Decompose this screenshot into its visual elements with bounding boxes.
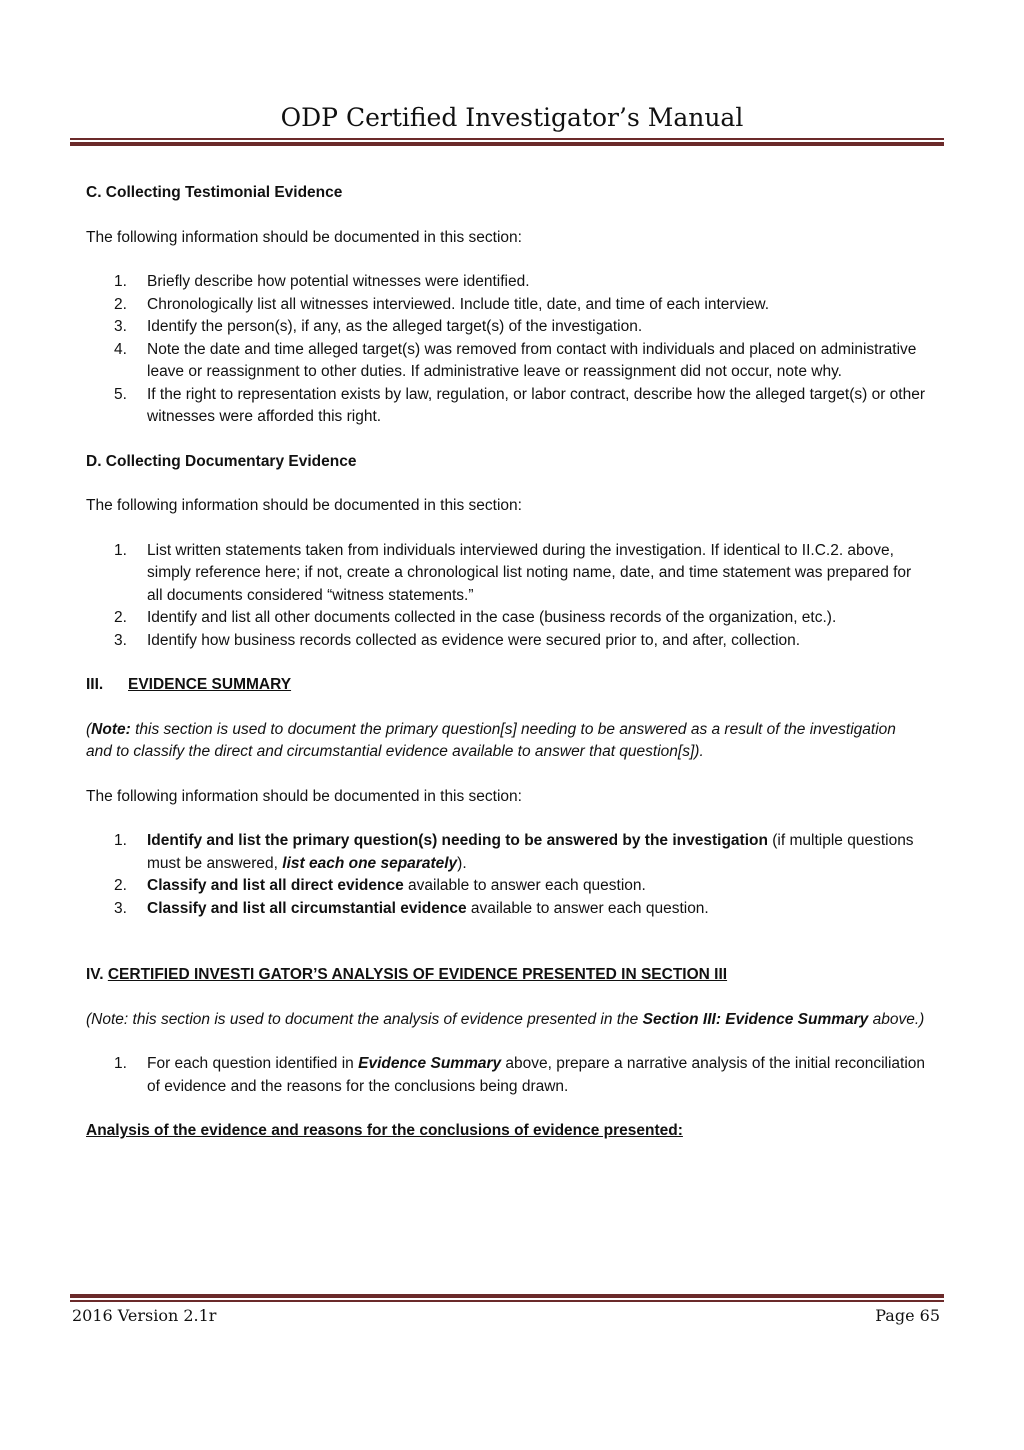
footer-rule <box>70 1294 944 1302</box>
list-item: 3. Identify how business records collected as evidence were secured prior to, and after, collection. <box>114 631 801 649</box>
section-iv-list <box>86 1053 926 1098</box>
section-iii-intro: The following information should be documented in this section: <box>86 787 522 805</box>
list-item: 3. Identify the person(s), if any, as the alleged target(s) of the investigation. <box>114 318 643 335</box>
section-d-list <box>86 540 926 653</box>
section-iv-note: (Note: this section is used to document the analysis of evidence presented in the Section III: Evidence Summary above.) <box>86 1010 925 1028</box>
section-iii-heading: III. EVIDENCE SUMMARY <box>86 676 292 693</box>
list-item: 2. Classify and list all direct evidence available to answer each question. <box>114 877 646 894</box>
section-iii-list <box>86 830 926 920</box>
list-item: 1. For each question identified in Evidence Summary above, prepare a narrative analysis of the initial reconciliation of evidence and the reasons for the conclusions being drawn. <box>114 1055 926 1095</box>
list-item: 4. Note the date and time alleged target(s) was removed from contact with individuals and placed on administrative leave or reassignment to other duties. If administrative leave or reassignment did not occur, note why. <box>114 340 917 380</box>
list-item: 5. If the right to representation exists by law, regulation, or labor contract, describe how the alleged target(s) or other witnesses were afforded this right. <box>114 385 925 425</box>
section-d-heading: D. Collecting Documentary Evidence <box>86 452 357 470</box>
section-c-list <box>86 271 926 429</box>
list-item: 1. Identify and list the primary question(s) needing to be answered by the investigation (if multiple questions must be answered, list each one separately). <box>114 832 914 872</box>
section-d-intro: The following information should be documented in this section: <box>86 497 522 514</box>
page-header-title: ODP Certified Investigator’s Manual <box>280 103 744 132</box>
document-body <box>86 182 926 1143</box>
list-item: 1. Briefly describe how potential witnesses were identified. <box>114 273 530 290</box>
section-iii-note: (Note: this section is used to document the primary question[s] needing to be answered as a result of the investigation and to classify the direct and circumstantial evidence available to answer that question[s]). <box>86 720 896 760</box>
list-item: 2. Chronologically list all witnesses interviewed. Include title, date, and time of each interview. <box>114 295 770 313</box>
header-rule <box>70 138 944 146</box>
section-c-heading: C. Collecting Testimonial Evidence <box>86 184 343 201</box>
footer-page-number: Page 65 <box>875 1306 940 1325</box>
section-c-intro: The following information should be documented in this section: <box>86 228 522 246</box>
analysis-heading: Analysis of the evidence and reasons for the conclusions of evidence presented: <box>86 1122 683 1139</box>
section-iv-heading: IV. CERTIFIED INVESTI GATOR’S ANALYSIS OF EVIDENCE PRESENTED IN SECTION III <box>86 966 728 983</box>
list-item: 2. Identify and list all other documents collected in the case (business records of the organization, etc.). <box>114 609 837 626</box>
list-item: 3. Classify and list all circumstantial evidence available to answer each question. <box>114 899 709 917</box>
list-item: 1. List written statements taken from individuals interviewed during the investigation. If identical to II.C.2. above, simply reference here; if not, create a chronological list noting name, date, and time statement was prepared for all documents considered “witness statements.” <box>114 541 912 604</box>
footer-version: 2016 Version 2.1r <box>72 1306 217 1325</box>
